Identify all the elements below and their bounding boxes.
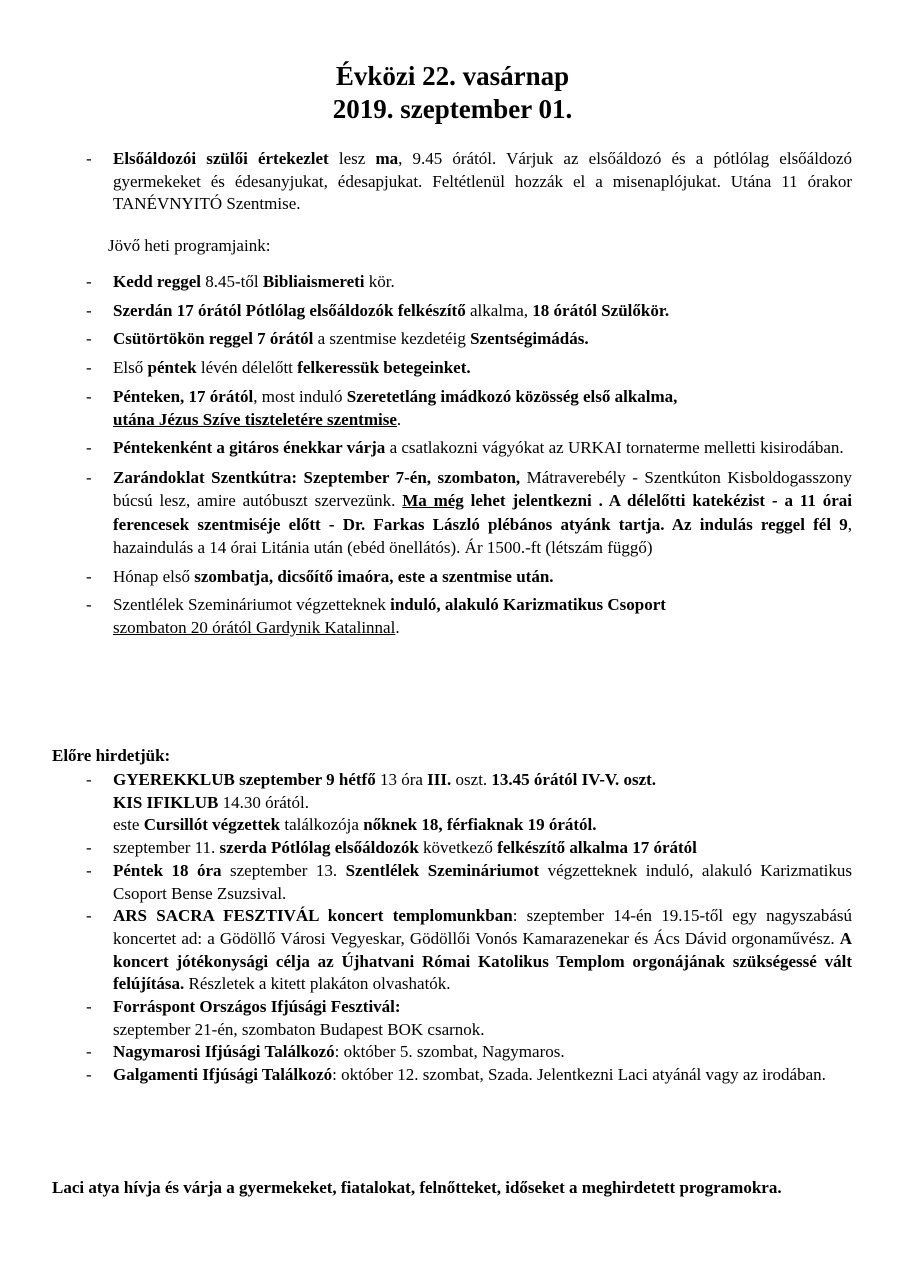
bullet-dash: - [86,770,92,789]
list-item: - Kedd reggel 8.45-től Bibliaismereti kör. [86,271,852,294]
list-item: - Péntekenként a gitáros énekkar várja a csatlakozni vágyókat az URKAI tornaterme melletti kisirodában. [86,437,852,460]
list-item: - Szerdán 17 órától Pótlólag elsőáldozók felkészítő alkalma, 18 órától Szülőkör. [86,300,852,323]
list-item: - ARS SACRA FESZTIVÁL koncert templomunkban: szeptember 14-én 19.15-től egy nagyszabású koncertet ad: a Gödöllő Városi Vegyeskar, Gödöllői Vonós Kamarazenekar és Ács Dávid orgonaművész. A koncert jótékonysági célja az Újhatvani Római Katolikus Templom orgonájának szükségessé vált felújítása. Részletek a kitett plakáton olvashatók. [86,906,853,994]
page-title: Évközi 22. vasárnap [335,61,570,91]
list-item: - Csütörtökön reggel 7 órától a szentmise kezdetéig Szentségimádás. [86,328,852,351]
list-item: - Szentlélek Szemináriumot végzetteknek induló, alakuló Karizmatikus Csoport szombaton 20 órától Gardynik Katalinnal. [86,595,666,637]
bullet-dash: - [86,300,92,320]
bullet-dash: - [86,997,92,1017]
bullet-dash: - [86,438,92,458]
list-item: - Első péntek lévén délelőtt felkeressük betegeinket. [86,357,852,380]
list-item: - Pénteken, 17 órától, most induló Szeretetláng imádkozó közösség első alkalma, utána Jézus Szíve tiszteletére szentmise. [86,386,678,429]
bullet-dash: - [86,595,92,615]
bullet-dash: - [86,386,92,406]
page-date: 2019. szeptember 01. [332,94,573,124]
list-item: - Péntek 18 óra szeptember 13. Szentlélek Szemináriumot végzetteknek induló, alakuló Karizmatikus Csoport Bense Zsuzsival. [86,860,853,903]
list-item: - Hónap első szombatja, dicsőítő imaóra, este a szentmise után. [86,566,852,589]
bullet-dash: - [86,860,92,880]
bullet-dash: - [86,566,92,586]
list-item: - Forráspont Országos Ifjúsági Fesztivál: szeptember 21-én, szombaton Budapest BOK csarnok. [86,997,485,1039]
advance-heading: Előre hirdetjük: [52,746,171,765]
bullet-dash: - [86,1065,92,1085]
bullet-dash: - [86,467,92,487]
bullet-dash: - [86,358,92,378]
bullet-dash: - [86,838,92,858]
list-item: - Galgamenti Ifjúsági Találkozó: október 12. szombat, Szada. Jelentkezni Laci atyánál vagy az irodában. [86,1064,852,1087]
bullet-dash: - [86,149,92,168]
bullet-dash: - [86,272,92,291]
bullet-dash: - [86,906,92,926]
announcement-list-top [86,148,852,216]
weekly-program-list [86,271,852,640]
list-item: - Nagymarosi Ifjúsági Találkozó: október 5. szombat, Nagymaros. [86,1041,852,1064]
bullet-dash: - [86,1042,92,1062]
list-item: - Zarándoklat Szentkútra: Szeptember 7-én, szombaton, Mátraverebély - Szentkúton Kisboldogasszony búcsú lesz, amire autóbuszt szervezünk. Ma még lehet jelentkezni . A délelőtti katekézist - a 11 órai ferencesek szentmiséje előtt - Dr. Farkas László plébános atyánk tartja. Az indulás reggel fél 9, hazaindulás a 14 órai Litánia után (ebéd önellátós). Ár 1500.-ft (létszám függő) [86,467,852,558]
list-item: - Elsőáldozói szülői értekezlet lesz ma, 9.45 órától. Várjuk az elsőáldozó és a pótlólag elsőáldozó gyermekeket és édesanyjukat, édesapjukat. Feltétlenül hozzák el a misenaplójukat. Utána 11 órakor TANÉVNYITÓ Szentmise. [86,149,852,214]
list-item: - szeptember 11. szerda Pótlólag elsőáldozók következő felkészítő alkalma 17 órától [86,837,852,860]
weekly-heading: Jövő heti programjaink: [108,236,271,255]
bullet-dash: - [86,329,92,349]
closing-note: Laci atya hívja és várja a gyermekeket, fiatalokat, felnőtteket, időseket a meghirdetett programokra. [52,1178,782,1197]
list-item: - GYEREKKLUB szeptember 9 hétfő 13 óra III. oszt. 13.45 órától IV-V. oszt. KIS IFIKLUB 14.30 órától. este Cursillót végzettek találkozója nőknek 18, férfiaknak 19 órától. [86,770,657,835]
advance-program-list [86,769,852,1087]
